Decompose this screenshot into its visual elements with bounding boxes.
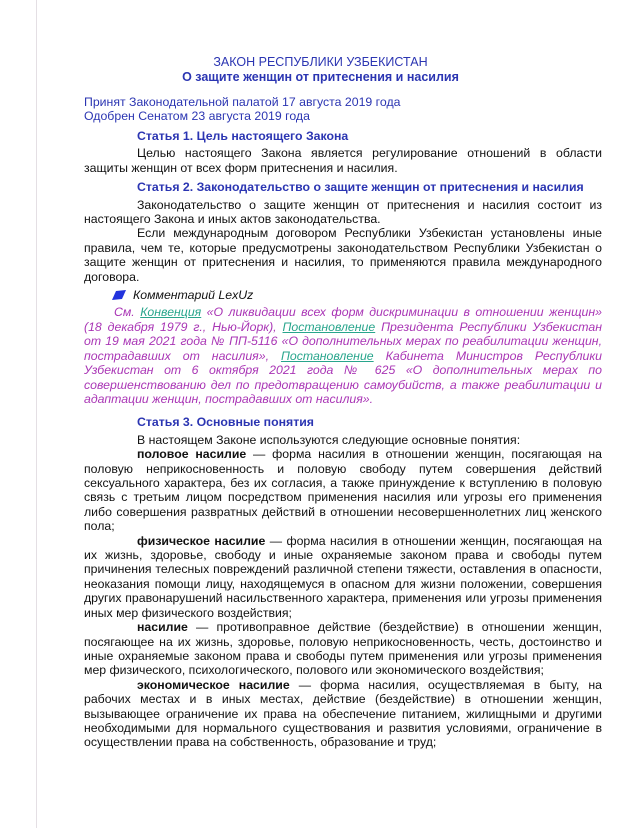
definition-term: экономическое насилие xyxy=(137,677,290,692)
article-3-heading: Статья 3. Основные понятия xyxy=(137,415,314,430)
definition-sexual-violence xyxy=(84,447,602,533)
definition-term: насилие xyxy=(137,620,188,635)
lexuz-comment-label: Комментарий LexUz xyxy=(133,288,254,303)
definition-text: — противоправное действие (бездействие) в отношении женщин, посягающее на их жизнь, здоровье, половую неприкосновенность, честь, достоинство и иные охраняемые законом права и свободы путем применения или угрозы применения мер физического, психологического, полового или экономического воздействия; xyxy=(84,620,602,678)
link-president-resolution[interactable]: Постановление xyxy=(282,319,376,334)
definition-text: — форма насилия в отношении женщин, посягающая на половую неприкосновенность и половую свободу путем совершения действий сексуального характера, без их согласия, а также принуждение к вступлению в половую связь с третьим лицом посредством применения насилия или угрозы его применения либо совершения развратных действий в отношении несовершеннолетних лиц женского пола; xyxy=(84,447,602,534)
definition-term: физическое насилие xyxy=(137,533,266,548)
definition-text: — форма насилия в отношении женщин, посягающая на их жизнь, здоровье, свободу и иные охраняемые законом права и свободы путем причинения телесных повреждений различной степени тяжести, оставления в опасности, неоказания помощи лицу, находящемуся в опасном для жизни положении, совершения других правонарушений насильственного характера, применения или угрозы применения иных мер физического воздействия; xyxy=(84,533,603,620)
document-body xyxy=(84,129,602,750)
lexuz-comment-header xyxy=(111,288,602,302)
link-cabinet-resolution[interactable]: Постановление xyxy=(280,348,374,363)
article-1-paragraph: Целью настоящего Закона является регулирование отношений в области защиты женщин от всех форм притеснения и насилия. xyxy=(84,146,602,175)
definition-physical-violence xyxy=(84,534,602,620)
article-2-paragraph-2: Если международным договором Республики Узбекистан установлены иные правила, чем те, которые предусмотрены законодательством Республики Узбекистан о защите женщин от притеснения и насилия, то применяются правила международного договора. xyxy=(84,226,602,284)
adoption-meta xyxy=(84,95,604,124)
article-2-paragraph-1: Законодательство о защите женщин от притеснения и насилия состоит из настоящего Закона и иных актов законодательства. xyxy=(84,197,602,227)
link-convention[interactable]: Конвенция xyxy=(140,305,202,320)
definition-violence xyxy=(84,620,602,678)
definition-economic-violence xyxy=(84,678,602,750)
adopted-line: Принят Законодательной палатой 17 августа 2019 года xyxy=(84,95,401,109)
document-subtitle: О защите женщин от притеснения и насилия xyxy=(182,70,459,84)
lexuz-comment-paragraph xyxy=(84,305,602,406)
comment-text-segment: «О ликвидации всех форм дискриминации в отношении женщин» (18 декабря 1979 г., Нью-Йорк), xyxy=(84,305,602,334)
comment-text-segment: Кабинета Министров Республики Узбекистан от 6 октября 2021 года № 625 «О дополнительных мерах по совершенствованию дел по предотвращению самоубийств, а также реабилитации и адаптации женщин, пострадавших от насилия». xyxy=(84,348,602,406)
article-1-heading: Статья 1. Цель настоящего Закона xyxy=(137,128,349,143)
document-title: ЗАКОН РЕСПУБЛИКИ УЗБЕКИСТАН xyxy=(213,55,428,69)
definition-text: — форма насилия, осуществляемая в быту, на рабочих местах и в иных местах, действие (бездействие) в отношении женщин, вызывающее ограничение их права на обеспечение питанием, жилищными и другими необходимыми для нормального существования и развития условиями, ограничение в осуществлении права на собственность, образование и труд; xyxy=(84,677,602,750)
comment-text-segment: См. xyxy=(114,305,141,320)
comment-flag-icon xyxy=(111,289,127,301)
document-content xyxy=(37,0,604,750)
definition-term: половое насилие xyxy=(137,447,247,462)
article-2-heading: Статья 2. Законодательство о защите женщин от притеснения и насилия xyxy=(137,180,584,195)
article-3-intro: В настоящем Законе используются следующие основные понятия: xyxy=(137,432,521,447)
comment-text-segment: Президента Республики Узбекистан от 19 мая 2021 года № ПП-5116 «О дополнительных мерах по реабилитации женщин, пострадавших от насилия», xyxy=(84,319,603,363)
approved-line: Одобрен Сенатом 23 августа 2019 года xyxy=(84,109,310,124)
